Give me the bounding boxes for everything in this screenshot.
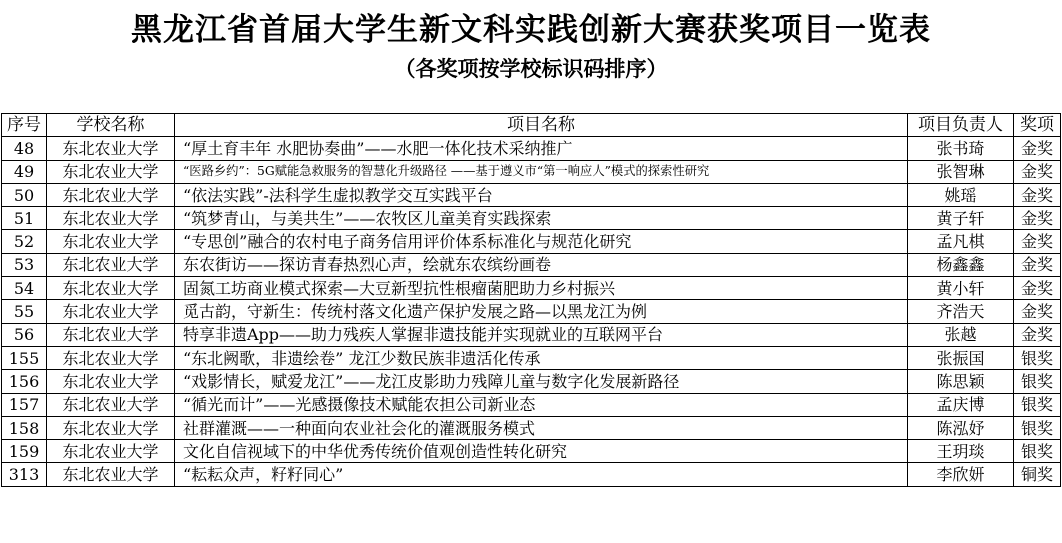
table-row (2, 416, 1061, 439)
cell-school: 东北农业大学 (47, 393, 175, 416)
cell-leader: 张智琳 (908, 160, 1014, 183)
cell-school: 东北农业大学 (47, 137, 175, 160)
cell-project: “耘耘众声，籽籽同心” (175, 463, 908, 486)
table-row (2, 463, 1061, 486)
cell-leader: 张书琦 (908, 137, 1014, 160)
cell-no: 156 (2, 370, 47, 393)
cell-school: 东北农业大学 (47, 370, 175, 393)
cell-project: “依法实践”-法科学生虚拟教学交互实践平台 (175, 183, 908, 206)
cell-project: “东北阙歌，非遗绘卷” 龙江少数民族非遗活化传承 (175, 346, 908, 369)
table-row (2, 323, 1061, 346)
cell-school: 东北农业大学 (47, 230, 175, 253)
cell-no: 51 (2, 207, 47, 230)
cell-school: 东北农业大学 (47, 416, 175, 439)
cell-no: 158 (2, 416, 47, 439)
table-row (2, 346, 1061, 369)
cell-award: 金奖 (1014, 137, 1061, 160)
cell-project: “筑梦青山，与美共生”——农牧区儿童美育实践探索 (175, 207, 908, 230)
cell-project: “医路乡约”：5G赋能急救服务的智慧化升级路径 ——基于遵义市“第一响应人”模式的探索性研究 (175, 160, 908, 183)
cell-school: 东北农业大学 (47, 183, 175, 206)
cell-no: 55 (2, 300, 47, 323)
cell-leader: 张振国 (908, 346, 1014, 369)
cell-school: 东北农业大学 (47, 207, 175, 230)
cell-no: 56 (2, 323, 47, 346)
cell-project: “厚土育丰年 水肥协奏曲”——水肥一体化技术采纳推广 (175, 137, 908, 160)
cell-award: 金奖 (1014, 300, 1061, 323)
cell-no: 52 (2, 230, 47, 253)
cell-no: 159 (2, 440, 47, 463)
cell-no: 48 (2, 137, 47, 160)
cell-award: 金奖 (1014, 207, 1061, 230)
cell-project: “专思创”融合的农村电子商务信用评价体系标准化与规范化研究 (175, 230, 908, 253)
cell-award: 金奖 (1014, 160, 1061, 183)
cell-school: 东北农业大学 (47, 346, 175, 369)
header-leader: 项目负责人 (908, 114, 1014, 137)
table-row (2, 440, 1061, 463)
cell-no: 49 (2, 160, 47, 183)
cell-project: 社群灌溉——一种面向农业社会化的灌溉服务模式 (175, 416, 908, 439)
cell-award: 银奖 (1014, 440, 1061, 463)
cell-project: 东农街访——探访青春热烈心声，绘就东农缤纷画卷 (175, 253, 908, 276)
cell-school: 东北农业大学 (47, 277, 175, 300)
cell-school: 东北农业大学 (47, 160, 175, 183)
cell-leader: 王玥琰 (908, 440, 1014, 463)
cell-no: 54 (2, 277, 47, 300)
cell-project: 特享非遗App——助力残疾人掌握非遗技能并实现就业的互联网平台 (175, 323, 908, 346)
cell-award: 铜奖 (1014, 463, 1061, 486)
table-row (2, 393, 1061, 416)
cell-project: “循光而计”——光感摄像技术赋能农担公司新业态 (175, 393, 908, 416)
cell-leader: 黄子轩 (908, 207, 1014, 230)
cell-award: 金奖 (1014, 253, 1061, 276)
cell-leader: 杨鑫鑫 (908, 253, 1014, 276)
cell-award: 银奖 (1014, 370, 1061, 393)
header-award: 奖项 (1014, 114, 1061, 137)
document-title: 黑龙江省首届大学生新文科实践创新大赛获奖项目一览表 (131, 12, 931, 48)
table-row (2, 160, 1061, 183)
cell-no: 53 (2, 253, 47, 276)
cell-project: “戏影情长，赋爱龙江”——龙江皮影助力残障儿童与数字化发展新路径 (175, 370, 908, 393)
cell-award: 银奖 (1014, 346, 1061, 369)
header-no: 序号 (2, 114, 47, 137)
cell-award: 银奖 (1014, 393, 1061, 416)
cell-leader: 陈泓妤 (908, 416, 1014, 439)
table-header-row (2, 114, 1061, 137)
cell-award: 金奖 (1014, 277, 1061, 300)
cell-project: 觅古韵，守新生：传统村落文化遗产保护发展之路—以黑龙江为例 (175, 300, 908, 323)
cell-school: 东北农业大学 (47, 463, 175, 486)
table-row (2, 300, 1061, 323)
table-row (2, 230, 1061, 253)
cell-project: 文化自信视域下的中华优秀传统价值观创造性转化研究 (175, 440, 908, 463)
cell-school: 东北农业大学 (47, 323, 175, 346)
cell-leader: 陈思颖 (908, 370, 1014, 393)
table-row (2, 253, 1061, 276)
cell-leader: 孟庆博 (908, 393, 1014, 416)
cell-project: 固氮工坊商业模式探索—大豆新型抗性根瘤菌肥助力乡村振兴 (175, 277, 908, 300)
table-row (2, 207, 1061, 230)
cell-school: 东北农业大学 (47, 300, 175, 323)
cell-no: 313 (2, 463, 47, 486)
cell-leader: 孟凡棋 (908, 230, 1014, 253)
cell-school: 东北农业大学 (47, 253, 175, 276)
table-row (2, 137, 1061, 160)
document-subtitle: （各奖项按学校标识码排序） (394, 57, 668, 81)
cell-leader: 齐浩天 (908, 300, 1014, 323)
cell-leader: 姚瑶 (908, 183, 1014, 206)
cell-leader: 黄小轩 (908, 277, 1014, 300)
header-project: 项目名称 (175, 114, 908, 137)
cell-no: 50 (2, 183, 47, 206)
cell-no: 157 (2, 393, 47, 416)
cell-leader: 李欣妍 (908, 463, 1014, 486)
cell-award: 金奖 (1014, 230, 1061, 253)
table-row (2, 183, 1061, 206)
table-row (2, 277, 1061, 300)
cell-award: 金奖 (1014, 183, 1061, 206)
cell-award: 金奖 (1014, 323, 1061, 346)
cell-award: 银奖 (1014, 416, 1061, 439)
cell-school: 东北农业大学 (47, 440, 175, 463)
cell-no: 155 (2, 346, 47, 369)
awards-table (1, 113, 1061, 487)
cell-leader: 张越 (908, 323, 1014, 346)
table-row (2, 370, 1061, 393)
header-school: 学校名称 (47, 114, 175, 137)
